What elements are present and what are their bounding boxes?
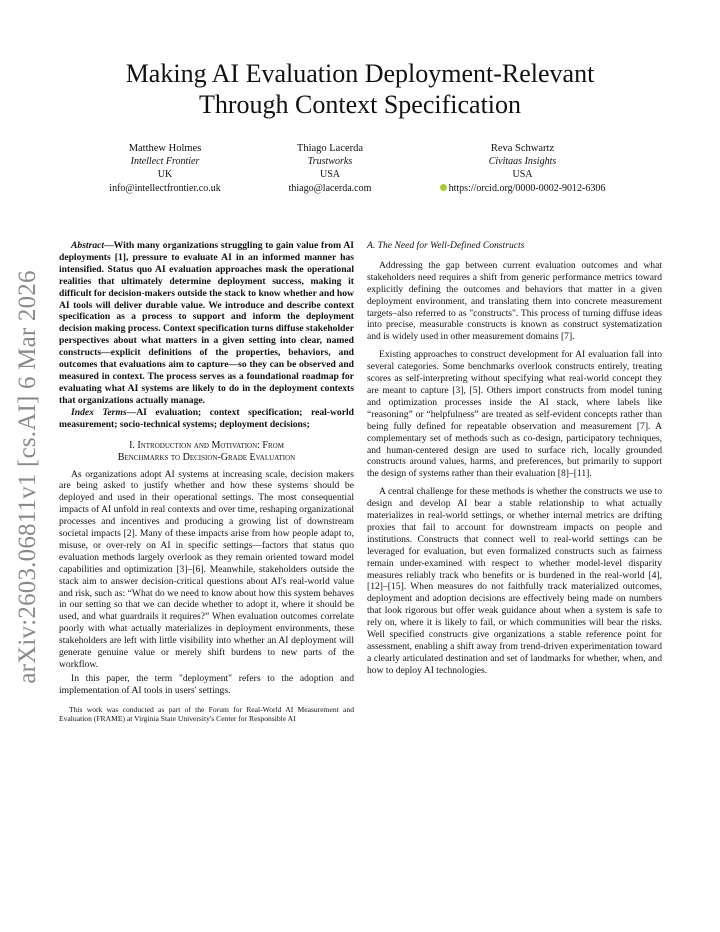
- author-block-1: [95, 142, 235, 195]
- body-paragraph: Existing approaches to construct development for AI evaluation fall into several categories. Some benchmarks overlook constructs entirely, treating scores as self-interpreting without specifying what real-world concept they are meant to capture [3], [5]. Others import constructs from model tuning and optimization processes inside the AI stack, where labels like “reasoning” or “helpfulness” are treated as self-evident concepts rather than being fully defined for repeatable observation and measurement [7]. A complementary set of methods such as co-design, participatory techniques, and human-centered design are used to surface rich, locally grounded constructs around values, harms, and preferences, but primarily to support the design of systems rather than their evaluation [8]–[11].: [367, 349, 662, 480]
- author-name: Reva Schwartz: [490, 143, 555, 154]
- abstract-text: —With many organizations struggling to gain value from AI deployments [1], pressure to evaluate AI in an informed manner has intensified. Status quo AI evaluation approaches mask the operational realities that ultimately determine deployment success, making it difficult for decision-makers outside the stack to know whether and how AI tools will deliver durable value. We introduce and describe context specification as a process to support and inform the deployment decision making process. Context specification turns diffuse stakeholder perspectives about what matters in a given setting into clear, named constructs—explicit definitions of the properties, behaviors, and outcomes that evaluations aim to capture—so they can be observed and measured in context. The process serves as a foundational roadmap for evaluating what AI systems are likely to do in the deployment contexts that organizations actually manage.: [59, 240, 354, 406]
- author-email: thiago@lacerda.com: [288, 182, 372, 194]
- index-terms-text: —AI evaluation; context specification; real-world measurement; socio-technical systems; deployment decisions;: [59, 406, 354, 430]
- body-paragraph: Addressing the gap between current evaluation outcomes and what stakeholders need requires a shift from generic performance metrics toward explicitly defining the outcomes and behaviors that matter in a given deployment environment, and translating them into concrete measurement targets–also referred to as "constructs". This process of turning diffuse ideas into precise, measurable constructs is known as construct systematization and is widely used in other measurement domains [7].: [367, 259, 662, 343]
- author-block-3: [410, 142, 635, 195]
- author-affiliation: Trustworks: [307, 156, 353, 168]
- section-heading: [59, 440, 354, 465]
- abstract-label: Abstract: [71, 240, 105, 251]
- author-country: UK: [157, 169, 173, 181]
- author-block-2: [260, 142, 400, 195]
- paper-title: [60, 58, 660, 120]
- abstract: [59, 240, 354, 407]
- body-paragraph: As organizations adopt AI systems at increasing scale, decision makers are being asked to justify whether and how these systems should be deployed and used in their operational settings. The most consequential impacts of AI unfold in real contexts and over time, reshaping organizational processes and incentives and producing a growing list of downstream societal impacts [2]. Many of these impacts arise from how people adapt to, misuse, or over-rely on AI in specific settings—factors that status quo evaluation methods largely overlook as they remain oriented toward model capabilities and optimization [3]–[6]. Meanwhile, stakeholders outside the stack aim to answer decision-critical questions about AI's real-world value and risk, such as: “What do we need to know about how this system behaves in our setting so that we can decide whether to adopt it, where it should be used, and what guardrails it requires?” When evaluation outcomes correlate poorly with what actually materializes in deployment environments, these stakeholders are left with little visibility into whether an AI deployment will generate genuine value or merely shift burdens to new parts of the workflow.: [59, 468, 355, 670]
- arxiv-identifier-text: arXiv:2603.06811v1 [cs.AI] 6 Mar 2026: [14, 270, 41, 684]
- author-name: Thiago Lacerda: [296, 143, 364, 154]
- author-affiliation: Intellect Frontier: [130, 156, 200, 168]
- right-column: [367, 240, 662, 679]
- body-paragraph: A central challenge for these methods is whether the constructs we use to design and develop AI bear a stable relationship to what actually materializes in real-world settings, or whether internal metrics are drifting proxies that fail to account for downstream impacts on people and institutions. Constructs that connect well to real-world settings can be leveraged for evaluation, but even formalized constructs such as fairness remain under-examined with respect to whether model-level disparity measures reliably track who benefits or is burdened in the real-world [4], [12]–[15]. When measures do not faithfully track materialized outcomes, deployment and adoption decisions are effectively being made on numbers that look rigorous but offer weak guidance about when a system is safe to rely on, where it is likely to fail, or which communities will bear the risks. Well specified constructs give organizations a stable reference point for assessment, enabling a shift away from trend-driven experimentation toward a clearly articulated destination and set of landmarks for whether, when, and how to deploy AI technologies.: [367, 486, 662, 676]
- author-orcid-url: https://orcid.org/0000-0002-9012-6306: [448, 182, 606, 194]
- paper-title-line-1: Making AI Evaluation Deployment-Relevant: [125, 59, 595, 88]
- index-terms: [59, 407, 354, 431]
- index-terms-label: Index Terms: [71, 406, 127, 418]
- author-email: info@intellectfrontier.co.uk: [109, 182, 221, 194]
- arxiv-identifier: [6, 262, 50, 692]
- footnote: This work was conducted as part of the Forum for Real-World AI Measurement and Evaluation (FRAME) at Virginia State University's Center for Responsible AI: [59, 704, 354, 723]
- section-heading-line-1: I. Introduction and Motivation: From: [129, 439, 284, 451]
- paper-title-line-2: Through Context Specification: [198, 90, 522, 119]
- subsection-heading: A. The Need for Well-Defined Constructs: [367, 240, 525, 251]
- left-column: [59, 240, 354, 723]
- author-orcid-link[interactable]: [410, 182, 635, 195]
- author-affiliation: Civitaas Insights: [488, 156, 557, 168]
- author-name: Matthew Holmes: [128, 143, 202, 154]
- orcid-icon: [440, 184, 447, 191]
- body-paragraph: In this paper, the term "deployment" refers to the adoption and implementation of AI tools in users' settings.: [59, 672, 354, 696]
- author-country: USA: [512, 169, 533, 181]
- section-heading-line-2: Benchmarks to Decision-Grade Evaluation: [117, 452, 296, 463]
- author-country: USA: [319, 169, 340, 181]
